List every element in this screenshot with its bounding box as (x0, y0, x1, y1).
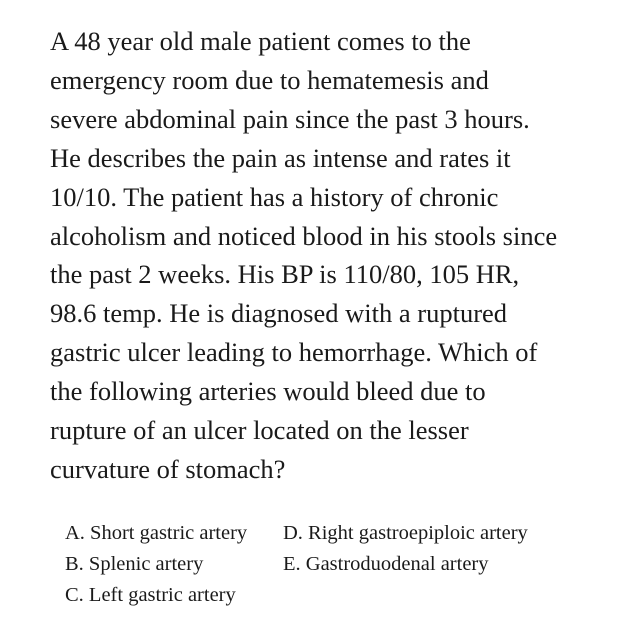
question-line: severe abdominal pain since the past 3 hours. (50, 103, 530, 134)
option-e: E. Gastroduodenal artery (283, 553, 489, 575)
question-line: the past 2 weeks. His BP is 110/80, 105 HR, (50, 259, 520, 290)
option-d: D. Right gastroepiploic artery (283, 522, 528, 544)
question-line: A 48 year old male patient comes to the (50, 26, 471, 56)
question-line: 10/10. The patient has a history of chronic (50, 181, 499, 212)
question-stem (50, 22, 610, 489)
question-line: curvature of stomach? (50, 453, 286, 484)
option-a: A. Short gastric artery (65, 522, 248, 544)
question-line: He describes the pain as intense and rates it (50, 142, 511, 173)
question-line: the following arteries would bleed due to (50, 376, 486, 407)
question-line: 98.6 temp. He is diagnosed with a ruptured (50, 298, 508, 329)
option-c: C. Left gastric artery (65, 584, 236, 606)
question-line: rupture of an ulcer located on the lesser (50, 415, 469, 446)
question-line: emergency room due to hematemesis and (50, 64, 489, 95)
question-line: alcoholism and noticed blood in his stools since (50, 220, 558, 251)
question-line: gastric ulcer leading to hemorrhage. Which of (50, 337, 538, 368)
option-b: B. Splenic artery (65, 553, 204, 575)
